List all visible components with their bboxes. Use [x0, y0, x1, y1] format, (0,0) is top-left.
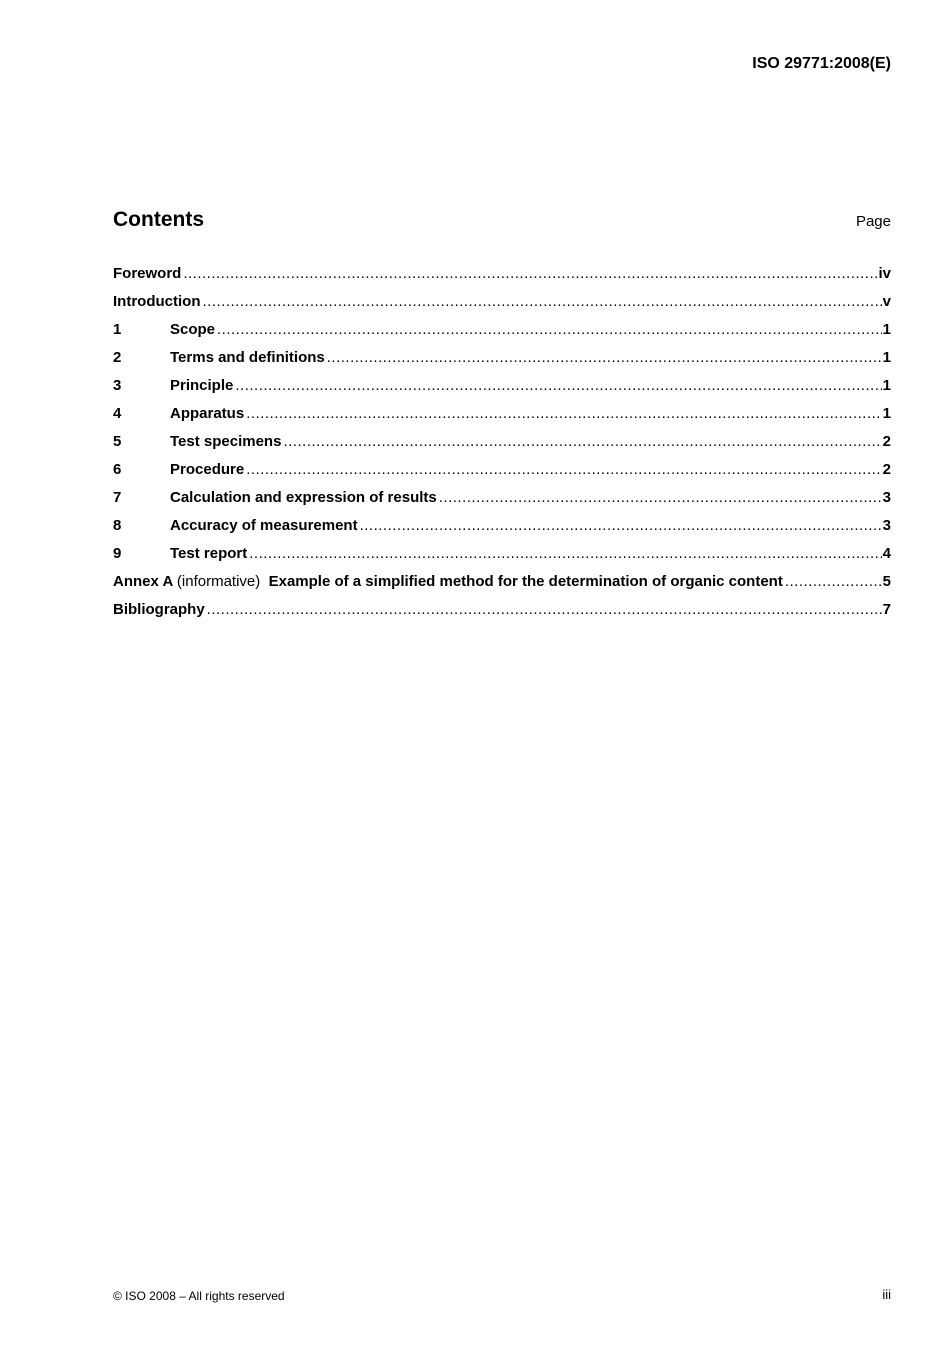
toc-entry-title: Scope — [170, 321, 216, 338]
toc-entry-test-report[interactable] — [113, 545, 891, 573]
table-of-contents — [113, 265, 891, 629]
toc-entry-title: Introduction — [113, 293, 201, 310]
toc-entry-number: 7 — [113, 489, 122, 506]
toc-entry-page: 7 — [882, 601, 891, 618]
toc-entry-foreword[interactable] — [113, 265, 891, 293]
toc-entry-title: Calculation and expression of results — [170, 489, 437, 506]
toc-entry-title: Principle — [170, 377, 234, 394]
toc-entry-terms-and-definitions[interactable] — [113, 349, 891, 377]
toc-entry-title: Test specimens — [170, 433, 282, 450]
toc-entry-title: Terms and definitions — [170, 349, 325, 366]
dot-leader — [207, 601, 882, 618]
toc-entry-title: Bibliography — [113, 601, 205, 618]
toc-entry-number: 1 — [113, 321, 122, 338]
toc-entry-title: Accuracy of measurement — [170, 517, 358, 534]
toc-entry-title: Apparatus — [170, 405, 245, 422]
toc-entry-procedure[interactable] — [113, 461, 891, 489]
annex-qualifier: (informative) — [176, 573, 261, 590]
dot-leader — [249, 545, 881, 562]
toc-entry-number: 6 — [113, 461, 122, 478]
toc-entry-principle[interactable] — [113, 377, 891, 405]
toc-entry-page: 1 — [882, 377, 891, 394]
toc-entry-test-specimens[interactable] — [113, 433, 891, 461]
toc-entry-introduction[interactable] — [113, 293, 891, 321]
toc-entry-page: 1 — [882, 405, 891, 422]
dot-leader — [217, 321, 882, 338]
dot-leader — [183, 265, 877, 282]
contents-title: Contents — [113, 208, 204, 231]
toc-entry-page: 1 — [882, 321, 891, 338]
toc-entry-title — [113, 573, 783, 590]
page-column-label: Page — [855, 213, 891, 230]
toc-entry-page: 2 — [882, 433, 891, 450]
toc-entry-page: v — [882, 293, 891, 310]
toc-entry-title: Procedure — [170, 461, 245, 478]
dot-leader — [785, 573, 882, 590]
toc-entry-title: Test report — [170, 545, 248, 562]
toc-entry-number: 5 — [113, 433, 122, 450]
toc-entry-number: 8 — [113, 517, 122, 534]
toc-entry-number: 9 — [113, 545, 122, 562]
toc-entry-page: 3 — [882, 489, 891, 506]
toc-entry-accuracy[interactable] — [113, 517, 891, 545]
toc-entry-bibliography[interactable] — [113, 601, 891, 629]
dot-leader — [246, 405, 881, 422]
toc-entry-page: 5 — [882, 573, 891, 590]
dot-leader — [246, 461, 881, 478]
toc-entry-annex-a[interactable] — [113, 573, 891, 601]
page-number: iii — [882, 1287, 891, 1302]
toc-entry-page: 1 — [882, 349, 891, 366]
dot-leader — [360, 517, 882, 534]
dot-leader — [439, 489, 882, 506]
toc-entry-calculation[interactable] — [113, 489, 891, 517]
toc-entry-title: Foreword — [113, 265, 182, 282]
toc-entry-scope[interactable] — [113, 321, 891, 349]
document-id: ISO 29771:2008(E) — [752, 55, 891, 72]
copyright-notice: © ISO 2008 – All rights reserved — [113, 1289, 285, 1303]
contents-header — [113, 208, 891, 232]
dot-leader — [283, 433, 881, 450]
toc-entry-page: 4 — [882, 545, 891, 562]
dot-leader — [327, 349, 882, 366]
dot-leader — [235, 377, 881, 394]
toc-entry-number: 2 — [113, 349, 122, 366]
toc-entry-page: iv — [878, 265, 891, 282]
dot-leader — [202, 293, 881, 310]
toc-entry-page: 2 — [882, 461, 891, 478]
toc-entry-number: 3 — [113, 377, 122, 394]
toc-entry-page: 3 — [882, 517, 891, 534]
annex-label: Annex A — [113, 573, 173, 590]
toc-entry-apparatus[interactable] — [113, 405, 891, 433]
toc-entry-number: 4 — [113, 405, 122, 422]
annex-title: Example of a simplified method for the determination of organic content — [268, 573, 783, 590]
